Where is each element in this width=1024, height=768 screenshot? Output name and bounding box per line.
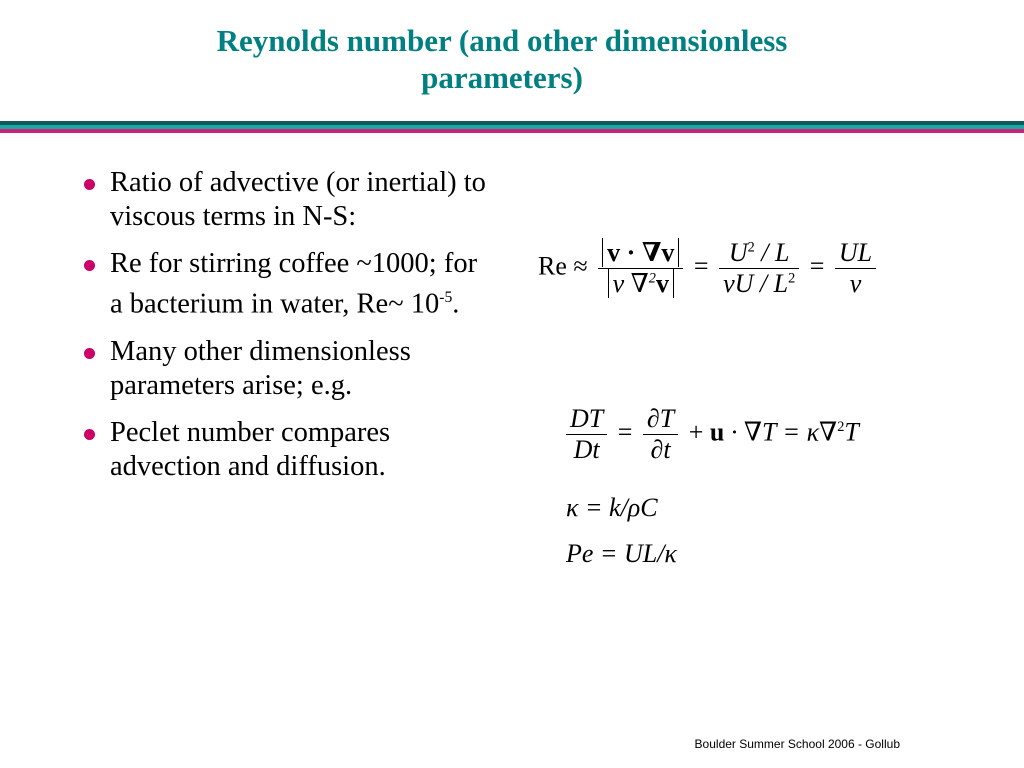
heat-equation: $\frac{DT}{Dt}$ = $\frac{\partial T}{\partial t}$ + u · ∇T = κ∇$^2$T [562, 404, 859, 465]
bullet-dot-icon [84, 348, 95, 359]
frac-scaling: $\frac{U^2 / L}{\nu U / L^2}$ [719, 238, 799, 299]
peclet-definition: Pe = UL/κ [566, 539, 677, 568]
bullet-dot-icon [84, 429, 95, 440]
stripe-magenta [0, 129, 1024, 133]
slide-title [0, 22, 1004, 96]
bullet-item: Ratio of advective (or inertial) to viscous terms in N-S: [76, 166, 496, 234]
frac-material-derivative: $\frac{DT}{Dt}$ [566, 404, 607, 465]
frac-ul-nu: $\frac{UL}{\nu}$ [835, 238, 876, 299]
title-line-2: parameters) [421, 60, 583, 95]
bullet-dot-icon [84, 260, 95, 271]
frac-advective-viscous: $\frac{v \cdot \nabla v}{\nu \nabla^2v}$ [598, 238, 683, 299]
reynolds-equation: Re ≈ $\frac{v \cdot \nabla v}{\nu \nabla^2v}$ = $\frac{U^2 / L}{\nu U / L^2}$ = $\frac{UL}{\nu}$ [538, 238, 880, 299]
bullet-list [76, 166, 496, 497]
footer-credit: Boulder Summer School 2006 - Gollub [694, 737, 900, 751]
title-line-1: Reynolds number (and other dimensionless [216, 23, 788, 58]
frac-partial-derivative: $\frac{\partial T}{\partial t}$ [643, 404, 678, 465]
bullet-item: Peclet number compares advection and diffusion. [76, 416, 496, 484]
bullet-dot-icon [84, 179, 95, 190]
bullet-item: Re for stirring coffee ~1000; for a bacterium in water, Re~ $10^{-5}$. [76, 247, 496, 322]
kappa-definition: κ = k/ρC [566, 493, 658, 522]
bullet-item: Many other dimensionless parameters arise; e.g. [76, 335, 496, 403]
title-divider-stripes [0, 121, 1024, 133]
